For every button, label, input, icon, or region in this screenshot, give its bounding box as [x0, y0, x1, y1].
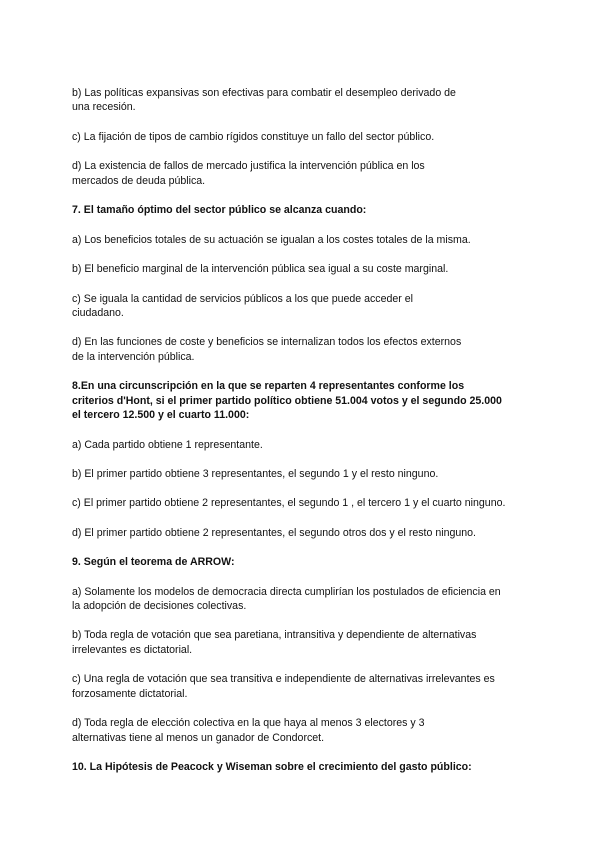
q7-option-d-line-1: d) En las funciones de coste y beneficios se internalizan todos los efectos externos: [72, 336, 462, 348]
q6-option-d-line-2: mercados de deuda pública.: [72, 175, 206, 187]
q6-option-d-line-1: d) La existencia de fallos de mercado justifica la intervención pública en los: [72, 160, 425, 172]
q8-option-c-line-1: c) El primer partido obtiene 2 representantes, el segundo 1 , el tercero 1 y el cuarto ninguno.: [72, 497, 506, 509]
q8-option-b-line-1: b) El primer partido obtiene 3 representantes, el segundo 1 y el resto ninguno.: [72, 468, 439, 480]
q9-option-b-line-1: b) Toda regla de votación que sea paretiana, intransitiva y dependiente de alternativas: [72, 629, 477, 641]
q6-option-b-line-1: b) Las políticas expansivas son efectivas para combatir el desempleo derivado de: [72, 87, 456, 99]
q7-question: 7. El tamaño óptimo del sector público se alcanza cuando:: [72, 204, 367, 216]
q7-option-d-line-2: de la intervención pública.: [72, 351, 195, 363]
q9-option-c-line-2: forzosamente dictatorial.: [72, 688, 188, 700]
q9-option-a-line-1: a) Solamente los modelos de democracia directa cumplirían los postulados de eficiencia en: [72, 586, 501, 598]
q8-option-a-line-1: a) Cada partido obtiene 1 representante.: [72, 439, 263, 451]
q9-option-b-line-2: irrelevantes es dictatorial.: [72, 644, 193, 656]
q7-option-c-line-2: ciudadano.: [72, 307, 124, 319]
q7-option-b-line-1: b) El beneficio marginal de la intervención pública sea igual a su coste marginal.: [72, 263, 449, 275]
q7-option-a-line-1: a) Los beneficios totales de su actuación se igualan a los costes totales de la misma.: [72, 234, 471, 246]
q9-question: 9. Según el teorema de ARROW:: [72, 556, 235, 568]
q10-question: 10. La Hipótesis de Peacock y Wiseman sobre el crecimiento del gasto público:: [72, 761, 472, 773]
q6-option-c-line-1: c) La fijación de tipos de cambio rígidos constituye un fallo del sector público.: [72, 131, 435, 143]
q9-option-d-line-2: alternativas tiene al menos un ganador de Condorcet.: [72, 732, 325, 744]
q8-option-d-line-1: d) El primer partido obtiene 2 representantes, el segundo otros dos y el resto ninguno.: [72, 527, 476, 539]
q8-question-line-1: 8.En una circunscripción en la que se reparten 4 representantes conforme los: [72, 380, 465, 392]
q9-option-d-line-1: d) Toda regla de elección colectiva en la que haya al menos 3 electores y 3: [72, 717, 425, 729]
q9-option-a-line-2: la adopción de decisiones colectivas.: [72, 600, 247, 612]
q6-option-b-line-2: una recesión.: [72, 101, 136, 113]
q8-question-line-3: el tercero 12.500 y el cuarto 11.000:: [72, 409, 250, 421]
q7-option-c-line-1: c) Se iguala la cantidad de servicios públicos a los que puede acceder el: [72, 293, 413, 305]
q8-question-line-2: criterios d'Hont, si el primer partido político obtiene 51.004 votos y el segundo 25.000: [72, 395, 502, 407]
q9-option-c-line-1: c) Una regla de votación que sea transitiva e independiente de alternativas irrelevantes es: [72, 673, 495, 685]
